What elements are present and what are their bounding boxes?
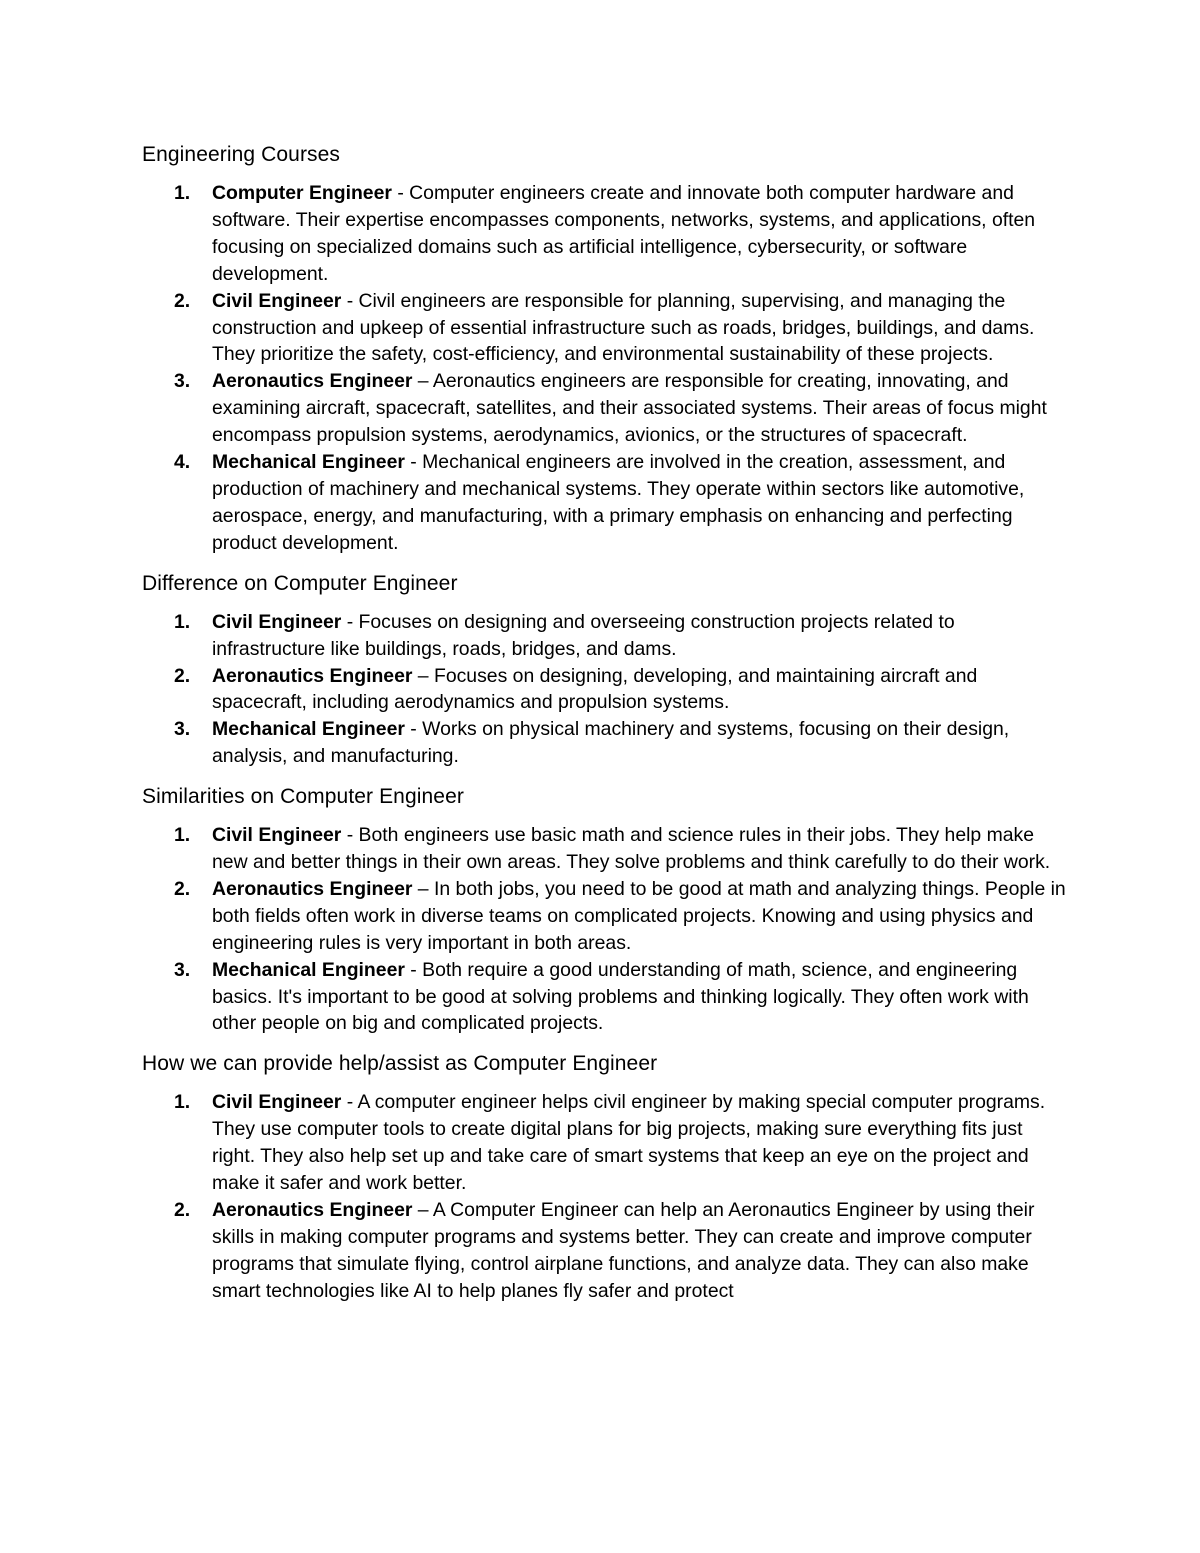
- item-separator: -: [341, 610, 359, 633]
- item-term: Civil Engineer: [212, 289, 342, 312]
- item-number: 1.: [174, 1091, 191, 1114]
- section-title-similarities: Similarities on Computer Engineer: [142, 785, 464, 809]
- item-number: 1.: [174, 610, 191, 633]
- list-item: [142, 822, 1067, 876]
- item-number: 3.: [174, 370, 191, 393]
- item-separator: -: [341, 1091, 358, 1114]
- list-item: [142, 876, 1067, 957]
- section-title-how-we-can-help: How we can provide help/assist as Computer Engineer: [142, 1052, 658, 1076]
- item-number: 2.: [174, 289, 191, 312]
- item-text: Civil engineers are responsible for planning, supervising, and managing the construction and upkeep of essential infrastructure such as roads, bridges, buildings, and dams. They prioritize the safety, cost-efficiency, and environmental sustainability of these projects.: [212, 289, 1035, 366]
- list-item: [142, 716, 1067, 770]
- item-separator: –: [412, 877, 434, 900]
- item-separator: –: [412, 370, 433, 393]
- list-item: [142, 957, 1067, 1038]
- item-term: Civil Engineer: [212, 1091, 342, 1114]
- section-title-difference: Difference on Computer Engineer: [142, 571, 458, 595]
- item-number: 2.: [174, 877, 191, 900]
- item-separator: -: [341, 824, 359, 847]
- list-item: [142, 663, 1067, 717]
- item-term: Mechanical Engineer: [212, 958, 405, 981]
- item-text: Both require a good understanding of math, science, and engineering basics. It's important to be good at solving problems and thinking logically. They often work with other people on big and complicated projects.: [212, 958, 1029, 1035]
- item-number: 2.: [174, 1199, 191, 1221]
- item-text: Focuses on designing and overseeing construction projects related to infrastructure like buildings, roads, bridges, and dams.: [212, 610, 955, 660]
- list-item: [142, 1197, 1067, 1305]
- difference-list: [142, 609, 1067, 770]
- item-term: Aeronautics Engineer: [212, 877, 413, 900]
- item-term: Civil Engineer: [212, 610, 342, 633]
- engineering-courses-list: [142, 180, 1067, 557]
- list-item: [142, 609, 1067, 663]
- item-text: A Computer Engineer can help an Aeronautics Engineer by using their skills in making computer programs and systems better. They can create and improve computer programs that simulate flying, control airplane functions, and analyze data. They can also make smart technologies like AI to help planes fly safer and protect: [212, 1199, 1035, 1302]
- item-text: Both engineers use basic math and science rules in their jobs. They help make new and better things in their own areas. They solve problems and think carefully to do their work.: [212, 824, 1051, 874]
- item-separator: –: [412, 664, 434, 687]
- item-separator: -: [391, 182, 410, 204]
- item-separator: -: [341, 289, 359, 312]
- item-number: 4.: [174, 451, 191, 474]
- item-text: In both jobs, you need to be good at math and analyzing things. People in both fields often work in diverse teams on complicated projects. Knowing and using physics and engineering rules is very important in both areas.: [212, 877, 1066, 954]
- item-text: Aeronautics engineers are responsible for creating, innovating, and examining aircraft, spacecraft, satellites, and their associated systems. Their areas of focus might encompass propulsion systems, aerodynamics, avionics, or the structures of spacecraft.: [212, 370, 1047, 447]
- item-separator: –: [412, 1199, 433, 1221]
- item-number: 1.: [174, 824, 191, 847]
- item-text: Computer engineers create and innovate both computer hardware and software. Their expertise encompasses components, networks, systems, and applications, often focusing on specialized domains such as artificial intelligence, cybersecurity, or software development.: [212, 182, 1036, 285]
- item-term: Mechanical Engineer: [212, 451, 405, 474]
- document-page: [142, 140, 1067, 1305]
- item-text: Works on physical machinery and systems, focusing on their design, analysis, and manufacturing.: [212, 718, 1010, 768]
- item-number: 2.: [174, 664, 191, 687]
- list-item: [142, 368, 1067, 449]
- item-term: Computer Engineer: [212, 182, 392, 204]
- help-list: [142, 1089, 1067, 1304]
- list-item: [142, 180, 1067, 288]
- item-term: Aeronautics Engineer: [212, 370, 413, 393]
- item-number: 3.: [174, 958, 191, 981]
- item-text: Focuses on designing, developing, and maintaining aircraft and spacecraft, including aerodynamics and propulsion systems.: [212, 664, 978, 714]
- list-item: [142, 449, 1067, 557]
- item-text: A computer engineer helps civil engineer by making special computer programs. They use computer tools to create digital plans for big projects, making sure everything fits just right. They also help set up and take care of smart systems that keep an eye on the project and make it safer and work better.: [212, 1091, 1046, 1195]
- item-separator: -: [404, 718, 423, 741]
- section-title-engineering-courses: Engineering Courses: [142, 143, 341, 166]
- similarities-list: [142, 822, 1067, 1037]
- item-term: Aeronautics Engineer: [212, 1199, 413, 1221]
- item-term: Civil Engineer: [212, 824, 342, 847]
- list-item: [142, 288, 1067, 369]
- item-text: Mechanical engineers are involved in the creation, assessment, and production of machinery and mechanical systems. They operate within sectors like automotive, aerospace, energy, and manufacturing, with a primary emphasis on enhancing and perfecting product development.: [212, 451, 1025, 554]
- item-separator: -: [404, 958, 423, 981]
- item-separator: -: [404, 451, 423, 474]
- item-number: 1.: [174, 182, 191, 204]
- list-item: [142, 1089, 1067, 1197]
- item-number: 3.: [174, 718, 191, 741]
- item-term: Aeronautics Engineer: [212, 664, 413, 687]
- item-term: Mechanical Engineer: [212, 718, 405, 741]
